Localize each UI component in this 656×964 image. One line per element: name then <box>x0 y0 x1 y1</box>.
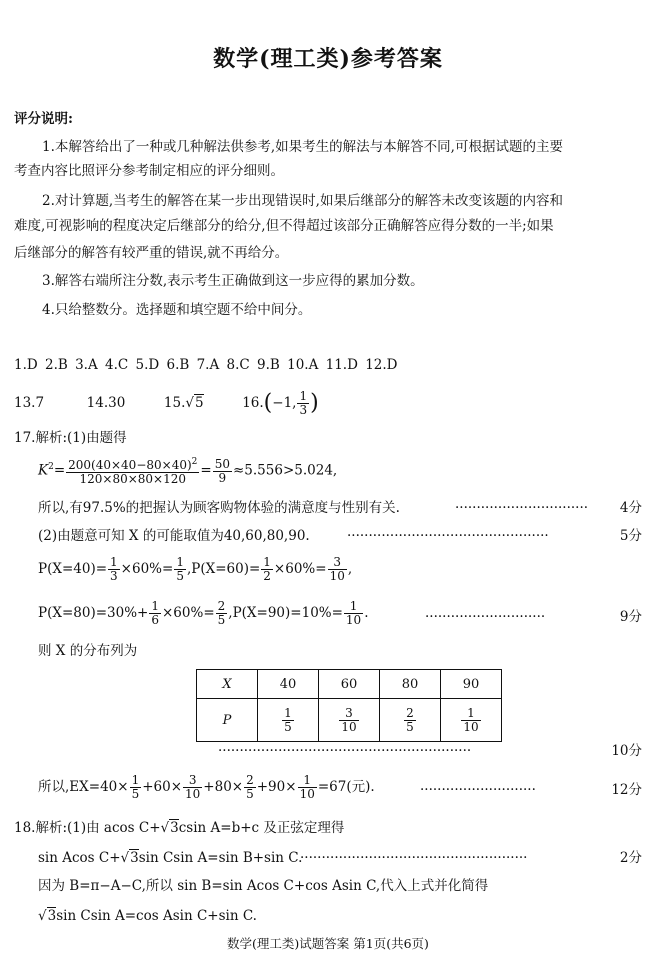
table-cell: $\frac{1}{5}$ <box>258 699 319 742</box>
table-row <box>197 670 502 699</box>
grading-note-1b: 考查内容比照评分参考制定相应的评分细则。 <box>14 163 284 179</box>
table-cell: $\frac{3}{10}$ <box>319 699 380 742</box>
table-cell: X <box>197 670 258 699</box>
table-cell: 60 <box>319 670 380 699</box>
q18-sine-law: sin Acos C+√3sin Csin A=sin B+sin C. <box>38 850 303 866</box>
grading-note-4: 4.只给整数分。选择题和填空题不给中间分。 <box>42 302 312 318</box>
grading-note-3: 3.解答右端所注分数,表示考生正确做到这一步应得的累加分数。 <box>42 273 424 289</box>
answer-14: 14.30 <box>86 395 126 411</box>
page-title: 数学(理工类)参考答案 <box>213 46 443 72</box>
table-cell: $\frac{2}{5}$ <box>380 699 441 742</box>
q17-expectation: 所以,EX=40× $\frac{1}{5}$ +60× $\frac{3}{10}$ +80× $\frac{2}{5}$ +90× $\frac{1}{10}$ =67(元). <box>38 773 375 801</box>
q17-part2-intro: (2)由题意可知 X 的可能取值为40,60,80,90. <box>38 528 310 544</box>
grading-heading: 评分说明: <box>14 111 73 127</box>
table-row <box>197 699 502 742</box>
q17-k2-formula: $K^2=$ $\frac{200(40\times 40-80\times 40)^2}{120\times 80\times 80\times 120}$ = $\frac{50}{9}$ ≈5.556>5.024, <box>38 456 338 486</box>
score-q17-12: 12分 <box>611 782 642 798</box>
table-cell: 80 <box>380 670 441 699</box>
leader-dots: ······························· <box>455 500 589 516</box>
choice-answers: 1.D 2.B 3.A 4.C 5.D 6.B 7.A 8.C 9.B 10.A 11.D 12.D <box>14 357 398 373</box>
q17-prob-80-90: P(X=80)=30%+ $\frac{1}{6}$ ×60%= $\frac{2}{5}$ ,P(X=90)=10%= $\frac{1}{10}$ . <box>38 599 369 627</box>
table-cell: 40 <box>258 670 319 699</box>
leader-dots: ···························· <box>425 609 546 625</box>
table-cell: P <box>197 699 258 742</box>
grading-note-2b: 难度,可视影响的程度决定后继部分的给分,但不得超过该部分正确解答应得分数的一半;如果 <box>14 218 554 234</box>
grading-note-2c: 后继部分的解答有较严重的错误,就不再给分。 <box>14 245 289 261</box>
q17-heading: 17.解析:(1)由题得 <box>14 430 127 446</box>
q17-dist-intro: 则 X 的分布列为 <box>38 643 138 659</box>
answer-13: 13.7 <box>14 395 45 411</box>
q17-prob-40-60: P(X=40)= $\frac{1}{3}$ ×60%= $\frac{1}{5}$ ,P(X=60)= $\frac{1}{2}$ ×60%= $\frac{3}{10}$ , <box>38 555 353 583</box>
leader-dots: ··························· <box>420 782 536 798</box>
q18-heading: 18.解析:(1)由 acos C+√3csin A=b+c 及正弦定理得 <box>14 820 345 836</box>
q18-simplified: √3sin Csin A=cos Asin C+sin C. <box>38 908 257 924</box>
leader-dots: ··························································· <box>218 743 472 759</box>
leader-dots: ····················································· <box>300 850 528 866</box>
grading-note-1a: 1.本解答给出了一种或几种解法供参考,如果考生的解法与本解答不同,可根据试题的主要 <box>42 139 563 155</box>
table-cell: $\frac{1}{10}$ <box>441 699 502 742</box>
score-q17-10: 10分 <box>611 743 642 759</box>
answer-15: 15.√5 <box>163 395 204 411</box>
q18-substitution: 因为 B=π−A−C,所以 sin B=sin Acos C+cos Asin C,代入上式并化简得 <box>38 878 489 894</box>
grading-note-2a: 2.对计算题,当考生的解答在某一步出现错误时,如果后继部分的解答未改变该题的内容和 <box>42 193 563 209</box>
score-q17-9: 9分 <box>619 609 642 625</box>
score-q17-5: 5分 <box>619 528 642 544</box>
leader-dots: ··············································· <box>347 528 549 544</box>
score-q18-2: 2分 <box>619 850 642 866</box>
fill-answers <box>14 390 319 418</box>
distribution-table <box>196 669 502 742</box>
answer-16: 16.(−1, $\frac{1}{3}$ ) <box>242 389 319 417</box>
score-q17-4: 4分 <box>619 500 642 516</box>
q17-conclusion-1: 所以,有97.5%的把握认为顾客购物体验的满意度与性别有关. <box>38 500 400 516</box>
page-footer: 数学(理工类)试题答案 第1页(共6页) <box>227 936 429 951</box>
table-cell: 90 <box>441 670 502 699</box>
